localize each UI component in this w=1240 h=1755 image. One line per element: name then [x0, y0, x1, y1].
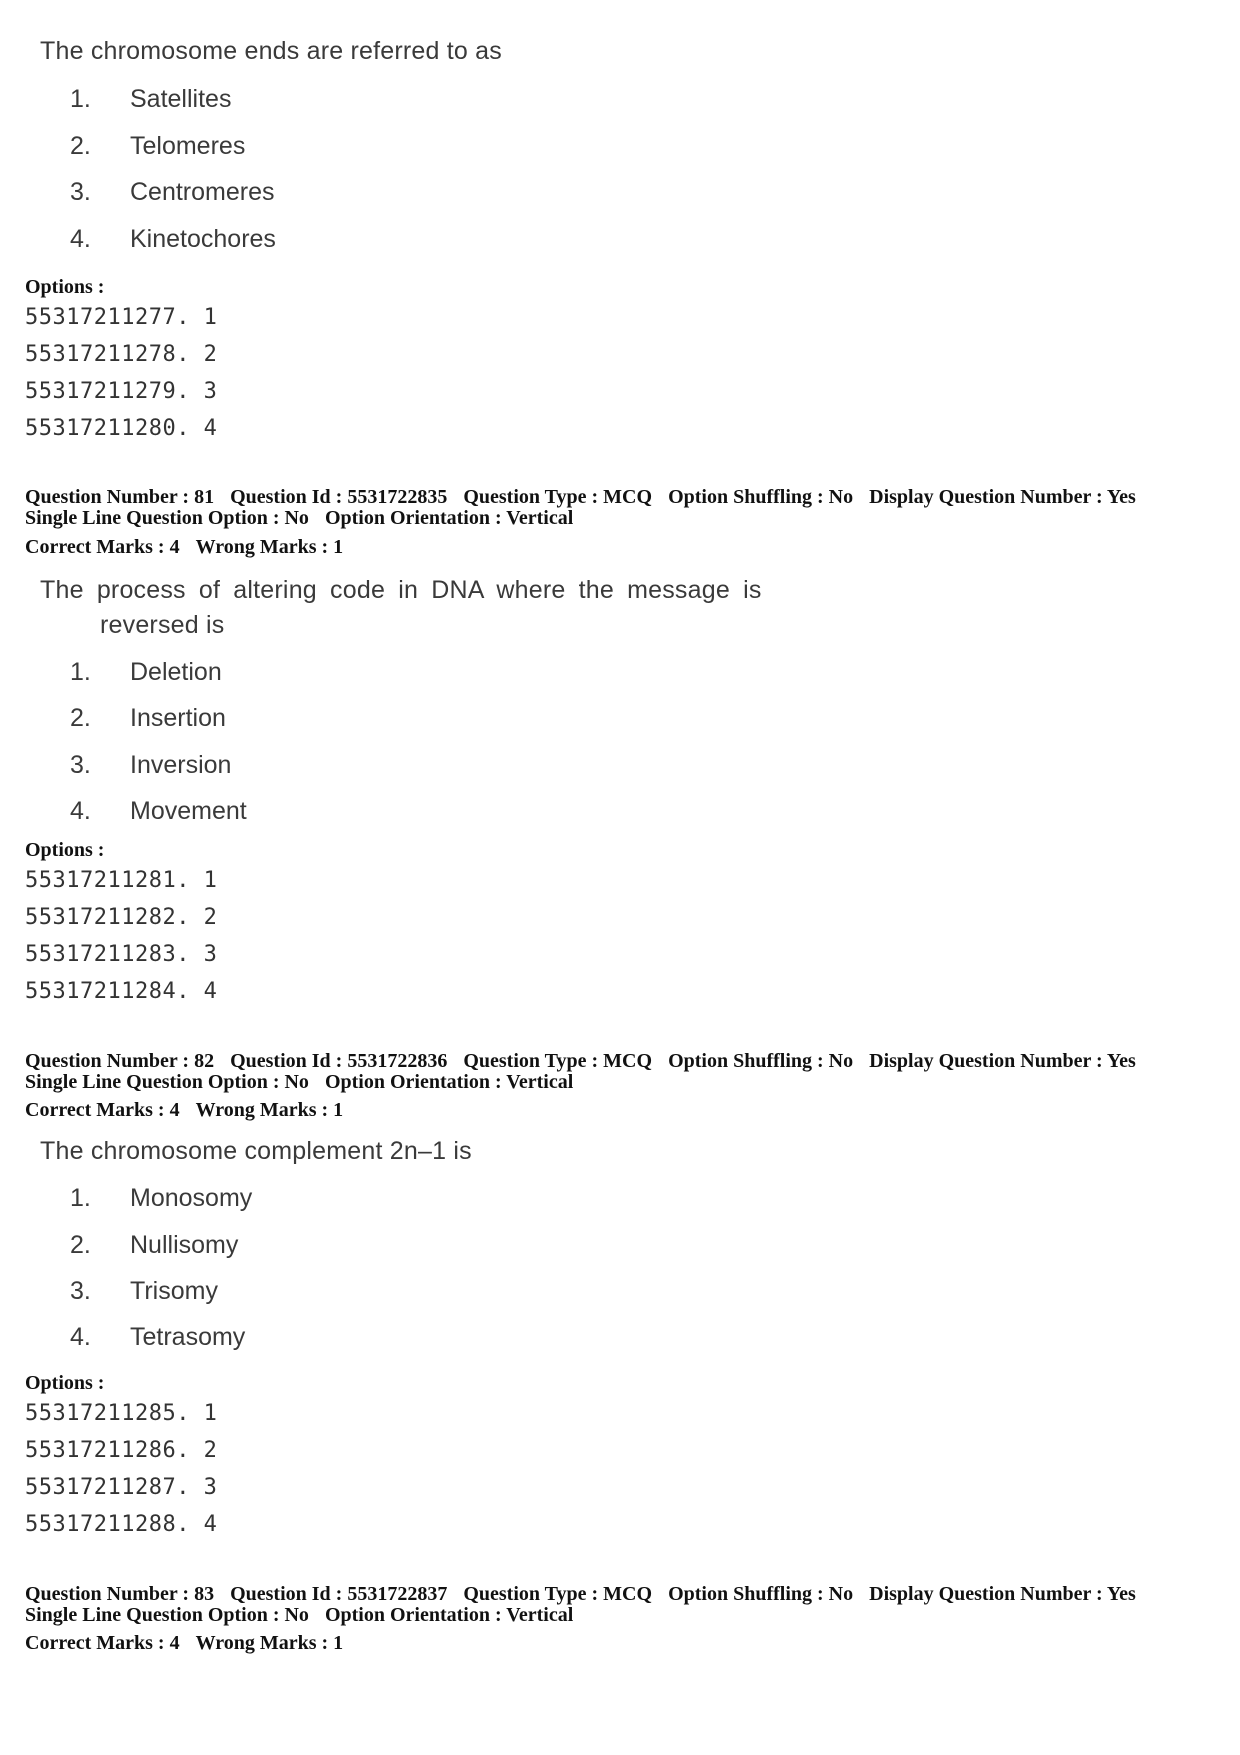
answer-option: 55317211286. 2	[25, 1438, 218, 1463]
question-marks: Correct Marks : 4 Wrong Marks : 1	[25, 536, 344, 558]
question-meta-line-2: Single Line Question Option : No Option Orientation : Vertical	[25, 1071, 574, 1093]
question-meta-line-2: Single Line Question Option : No Option Orientation : Vertical	[25, 1604, 574, 1626]
options-label: Options :	[25, 839, 105, 861]
options-label: Options :	[25, 1372, 105, 1394]
choice-item: 2. Telomeres	[70, 132, 246, 160]
choice-item: 3. Trisomy	[70, 1277, 218, 1305]
answer-option: 55317211278. 2	[25, 342, 218, 367]
choice-item: 2. Nullisomy	[70, 1231, 239, 1259]
answer-option: 55317211285. 1	[25, 1401, 218, 1426]
question-stem: The chromosome ends are referred to as	[40, 37, 502, 65]
question-meta-line-2: Single Line Question Option : No Option Orientation : Vertical	[25, 507, 574, 529]
answer-option: 55317211280. 4	[25, 416, 218, 441]
question-stem: The chromosome complement 2n–1 is	[40, 1137, 472, 1165]
answer-option: 55317211279. 3	[25, 379, 218, 404]
answer-option: 55317211282. 2	[25, 905, 218, 930]
choice-item: 1. Monosomy	[70, 1184, 253, 1212]
question-marks: Correct Marks : 4 Wrong Marks : 1	[25, 1632, 344, 1654]
choice-item: 3. Centromeres	[70, 178, 275, 206]
choice-item: 4. Movement	[70, 797, 247, 825]
answer-option: 55317211287. 3	[25, 1475, 218, 1500]
question-meta-line-1: Question Number : 81 Question Id : 5531722835 Question Type : MCQ Option Shuffling : No Display Question Number : Yes	[25, 486, 1136, 508]
question-meta-line-1: Question Number : 82 Question Id : 5531722836 Question Type : MCQ Option Shuffling : No Display Question Number : Yes	[25, 1050, 1136, 1072]
answer-option: 55317211288. 4	[25, 1512, 218, 1537]
options-label: Options :	[25, 276, 105, 298]
choice-item: 4. Kinetochores	[70, 225, 276, 253]
answer-option: 55317211284. 4	[25, 979, 218, 1004]
choice-item: 1. Deletion	[70, 658, 222, 686]
choice-item: 1. Satellites	[70, 85, 232, 113]
choice-item: 3. Inversion	[70, 751, 232, 779]
question-marks: Correct Marks : 4 Wrong Marks : 1	[25, 1099, 344, 1121]
choice-item: 2. Insertion	[70, 704, 226, 732]
question-meta-line-1: Question Number : 83 Question Id : 5531722837 Question Type : MCQ Option Shuffling : No Display Question Number : Yes	[25, 1583, 1136, 1605]
choice-item: 4. Tetrasomy	[70, 1323, 246, 1351]
answer-option: 55317211277. 1	[25, 305, 218, 330]
answer-option: 55317211283. 3	[25, 942, 218, 967]
answer-option: 55317211281. 1	[25, 868, 218, 893]
question-stem: The process of altering code in DNA where the message is reversed is	[40, 576, 762, 639]
